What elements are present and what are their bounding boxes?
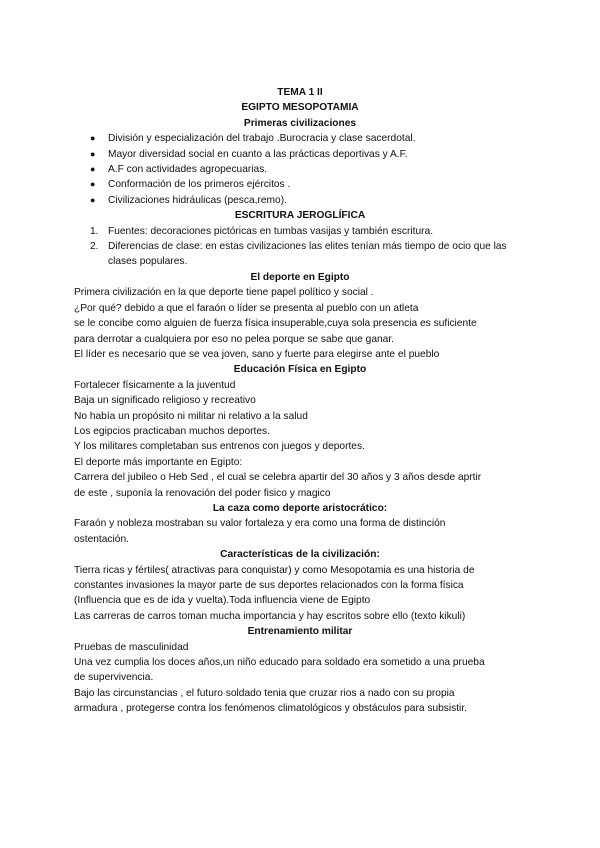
list-item: ● Mayor diversidad social en cuanto a las prácticas deportivas y A.F. — [74, 147, 526, 162]
list-item: ● Conformación de los primeros ejércitos . — [74, 177, 526, 192]
list-item: ● Civilizaciones hidráulicas (pesca,remo). — [74, 193, 526, 208]
bullet-icon: ● — [90, 148, 96, 159]
section-heading-educacion-fisica: Educación Física en Egipto — [233, 364, 367, 376]
bullet-icon: ● — [90, 164, 96, 175]
text-line: para derrotar a cualquiera por eso no pelea porque se sabe que ganar. — [74, 333, 395, 345]
text-line: Baja un significado religioso y recreativo — [74, 395, 256, 407]
list-item: 2. Diferencias de clase: en estas civilizaciones las elites tenían más tiempo de ocio que las clases populares. — [90, 241, 507, 268]
bullet-icon: ● — [90, 133, 96, 144]
section-heading-deporte-egipto: El deporte en Egipto — [250, 271, 350, 283]
text-line: Las carreras de carros toman mucha importancia y hay escritos sobre ello (texto kikuli) — [74, 610, 466, 622]
text-line: ¿Por qué? debido a que el faraón o líder se presenta al pueblo con un atleta — [74, 302, 419, 314]
text-line: se le concibe como alguien de fuerza física insuperable,cuya sola presencia es suficiente — [74, 318, 477, 330]
document-body — [74, 85, 526, 717]
list-item: ● División y especialización del trabajo .Burocracia y clase sacerdotal. — [74, 131, 526, 146]
text-line: Primera civilización en la que deporte tiene papel político y social . — [74, 287, 374, 299]
text-line: (Influencia que es de ida y vuelta).Toda influencia viene de Egipto — [74, 595, 371, 607]
text-line: Y los militares completaban sus entrenos con juegos y deportes. — [74, 441, 365, 453]
section-heading-caracteristicas: Características de la civilización: — [220, 549, 380, 561]
text-line: ostentación. — [74, 533, 129, 545]
text-line: constantes invasiones la mayor parte de sus deportes relacionados con la forma física — [74, 580, 464, 591]
section-heading-caza-deporte: La caza como deporte aristocrático: — [212, 502, 388, 514]
text-line: de supervivencia. — [74, 672, 154, 684]
document-title: TEMA 1 II — [277, 87, 323, 98]
text-line: Fortalecer físicamente a la juventud — [74, 379, 236, 391]
text-line: Bajo las circunstancias , el futuro soldado tenia que cruzar rios a nado con su propia — [74, 687, 455, 699]
text-line: de este , suponía la renovación del poder fisico y magico — [74, 487, 331, 499]
text-line: Carrera del jubileo o Heb Sed , el cual se celebra apartir del 30 años y 3 años desde aprtir — [74, 472, 482, 484]
list-item: ● A.F con actividades agropecuarias. — [74, 162, 526, 177]
list-item: 1. Fuentes: decoraciones pictóricas en tumbas vasijas y también escritura. — [90, 225, 434, 237]
text-line: Los egipcios practicaban muchos deportes. — [74, 425, 270, 437]
bullet-icon: ● — [90, 179, 96, 190]
text-line: Pruebas de masculinidad — [74, 641, 189, 653]
bullet-list — [74, 131, 526, 208]
section-heading-entrenamiento-militar: Entrenamiento militar — [247, 626, 353, 638]
section-heading-primeras-civilizaciones: Primeras civilizaciones — [243, 117, 357, 129]
text-line: Una vez cumplia los doces años,un niño educado para soldado era sometido a una prueba — [74, 657, 485, 669]
text-line: Faraón y nobleza mostraban su valor fortaleza y era como una forma de distinción — [74, 518, 446, 530]
document-subtitle: EGIPTO MESOPOTAMIA — [241, 102, 359, 114]
numbered-list — [74, 224, 526, 270]
text-line: No había un propósito ni militar ni relativo a la salud — [74, 410, 308, 422]
bullet-icon: ● — [90, 194, 96, 205]
text-line: Tierra ricas y fértiles( atractivas para conquistar) y como Mesopotamia es una historia de — [74, 564, 475, 576]
text-line: El deporte más importante en Egipto: — [74, 456, 243, 468]
section-heading-escritura-jeroglifica: ESCRITURA JEROGLÍFICA — [234, 210, 366, 222]
text-line: armadura , protegerse contra los fenómenos climatológicos y obstáculos para subsistir. — [74, 703, 467, 715]
text-line: El líder es necesario que se vea joven, sano y fuerte para elegirse ante el pueblo — [74, 348, 440, 360]
